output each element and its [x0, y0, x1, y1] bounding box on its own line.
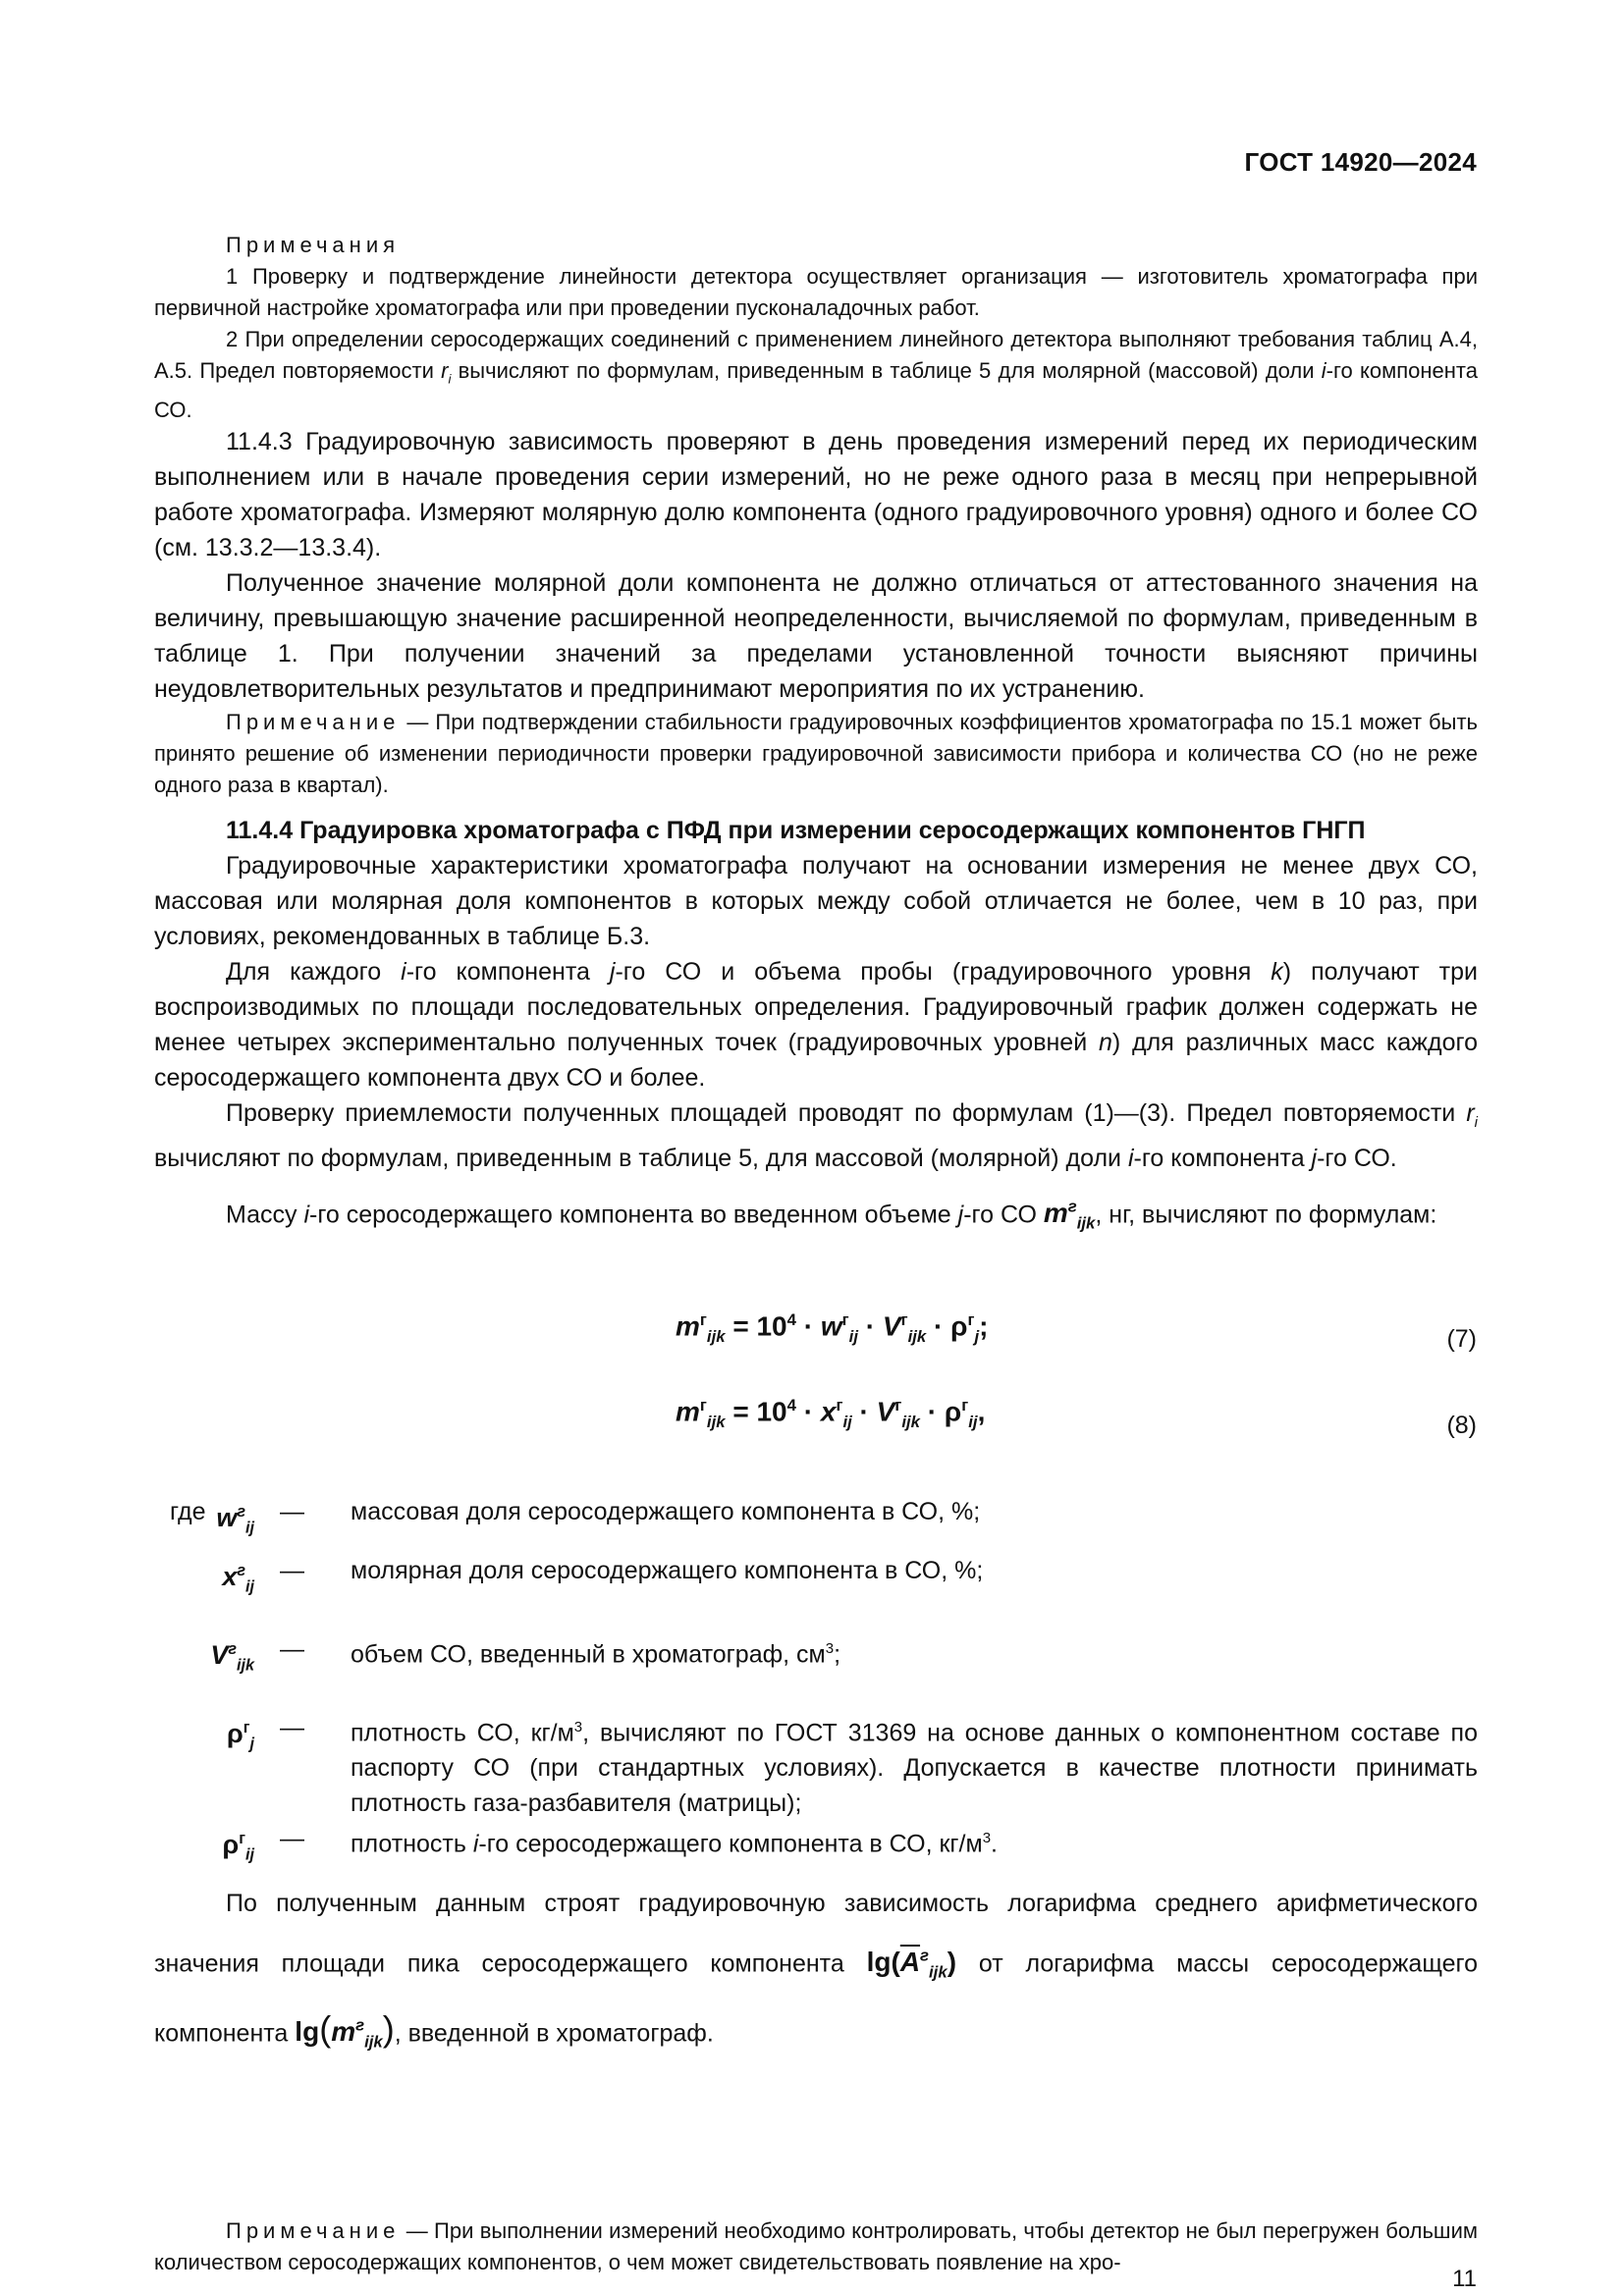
- section-11-4-4-p2: Для каждого i-го компонента j-го СО и объема пробы (градуировочного уровня k) получают три воспроизводимых по площади последовательных определения. Градуировочный график должен содержать не менее четырех экспериментально полученных точек (градуировочных уровней n) для различных масс каждого серосодержащего компонента двух СО и более.: [154, 958, 1478, 1092]
- equation-number-8: (8): [1446, 1412, 1477, 1439]
- dash: —: [280, 1714, 304, 1741]
- symbol-rho-j: $\rho^г_j$: [227, 1719, 254, 1753]
- note-2: 2 При определении серосодержащих соединений с применением линейного детектора выполняют требования таблиц А.4, А.5. Предел повторяемости $r_i$ вычисляют по формулам, приведенным в таблице 5 для молярной (массовой) доли i-го компонента СО.: [154, 327, 1478, 423]
- equation-number-7: (7): [1446, 1325, 1477, 1353]
- section-11-4-4-p3: Проверку приемлемости полученных площадей проводят по формулам (1)—(3). Предел повторяемости $r_i$ вычисляют по формулам, приведенным в таблице 5, для массовой (молярной) доли i-го компонента j-го СО.: [154, 1099, 1478, 1172]
- notes-block: [154, 230, 1478, 426]
- section-11-4-3: [154, 424, 1478, 707]
- section-11-4-4-p4: Массу i-го серосодержащего компонента во введенном объеме j-го СО $m^г_{ijk}$, нг, вычисляют по формулам:: [226, 1198, 1437, 1233]
- final-paragraph: По полученным данным строят градуировочную зависимость логарифма среднего арифметического значения площади пика серосодержащего компонента $\lg(\overline{A}^г_{ijk})$ от логарифма массы серосодержащего компонента $\lg(m^г_{ijk})$, введенной в хроматограф.: [154, 1890, 1478, 2052]
- symbol-x: $x^г_{ij}$: [222, 1562, 254, 1596]
- page-number: 11: [1452, 2266, 1477, 2292]
- dash: —: [280, 1635, 304, 1663]
- formula-7: $m^г_{ijk} = 10^4 \cdot w^г_{ij} \cdot V^г_{ijk} \cdot \rho^г_j$;: [676, 1310, 989, 1346]
- section-11-4-3-p1: 11.4.3 Градуировочную зависимость проверяют в день проведения измерений перед их периодическим выполнением или в начале проведения серии измерений, но не реже одного раза в месяц при непрерывной работе хроматографа. Измеряют молярную долю компонента (одного градуировочного уровня) одного и более СО (см. 13.3.2—13.3.4).: [154, 428, 1478, 561]
- formula-8: $m^г_{ijk} = 10^4 \cdot x^г_{ij} \cdot V^г_{ijk} \cdot \rho^г_{ij}$,: [676, 1396, 986, 1431]
- inline-mass-symbol: $m^г_{ijk}$: [1043, 1198, 1096, 1233]
- document-code: ГОСТ 14920—2024: [1244, 147, 1477, 177]
- notes-title: Примечания: [226, 233, 401, 257]
- dash: —: [280, 1825, 304, 1852]
- note-text: — При подтверждении стабильности градуировочных коэффициентов хроматографа по 15.1 может быть принято решение об изменении периодичности проверки градуировочной зависимости прибора и количества СО (но не реже одного раза в квартал).: [154, 710, 1478, 797]
- section-11-4-4: [154, 813, 1478, 1242]
- note-stability: [154, 707, 1478, 801]
- section-11-4-4-p1: Градуировочные характеристики хроматографа получают на основании измерения не менее двух СО, массовая или молярная доля компонентов в которых между собой отличается не более, чем в 10 раз, при условиях, рекомендованных в таблице Б.3.: [154, 852, 1478, 950]
- note-text: — При выполнении измерений необходимо контролировать, чтобы детектор не был перегружен большим количеством серосодержащих компонентов, о чем может свидетельствовать появление на хро-: [154, 2218, 1478, 2274]
- dash: —: [280, 1557, 304, 1584]
- note-1: 1 Проверку и подтверждение линейности детектора осуществляет организация — изготовитель хроматографа при первичной настройке хроматографа или при проведении пусконаладочных работ.: [154, 264, 1478, 320]
- definition-text: плотность i-го серосодержащего компонента в СО, $кг/м^3$.: [351, 1830, 998, 1858]
- symbol-rho-ij: $\rho^г_{ij}$: [222, 1830, 254, 1864]
- symbol-w: $w^г_{ij}$: [216, 1503, 254, 1537]
- dash: —: [280, 1498, 304, 1525]
- section-heading: 11.4.4 Градуировка хроматографа с ПФД при измерении серосодержащих компонентов ГНГП: [226, 817, 1366, 844]
- lg-mass-expression: $\lg(m^г_{ijk})$: [295, 2008, 395, 2052]
- final-note: [154, 2216, 1478, 2278]
- note-title: Примечание: [226, 2218, 401, 2243]
- definition-text: молярная доля серосодержащего компонента в СО, %;: [351, 1557, 984, 1584]
- lg-area-expression: $\lg(\overline{A}^г_{ijk})$: [866, 1947, 957, 1982]
- section-11-4-3-p2: Полученное значение молярной доли компонента не должно отличаться от аттестованного значения на величину, превышающую значение расширенной неопределенности, вычисляемой по формулам, приведенным в таблице 1. При получении значений за пределами установленной точности выясняют причины неудовлетворительных результатов и предпринимают мероприятия по их устранению.: [154, 569, 1478, 703]
- definition-text: плотность СО, $кг/м^3$, вычисляют по ГОСТ 31369 на основе данных о компонентном составе по паспорту СО (при стандартных условиях). Допускается в качестве плотности принимать плотность газа-разбавителя (матрицы);: [351, 1719, 1479, 1818]
- note-title: Примечание: [226, 710, 401, 734]
- symbol-v: $V^г_{ijk}$: [210, 1640, 254, 1675]
- definition-text: объем СО, введенный в хроматограф, $см^3$;: [351, 1640, 841, 1669]
- definition-text: массовая доля серосодержащего компонента в СО, %;: [351, 1498, 981, 1525]
- where-label: где: [170, 1498, 206, 1525]
